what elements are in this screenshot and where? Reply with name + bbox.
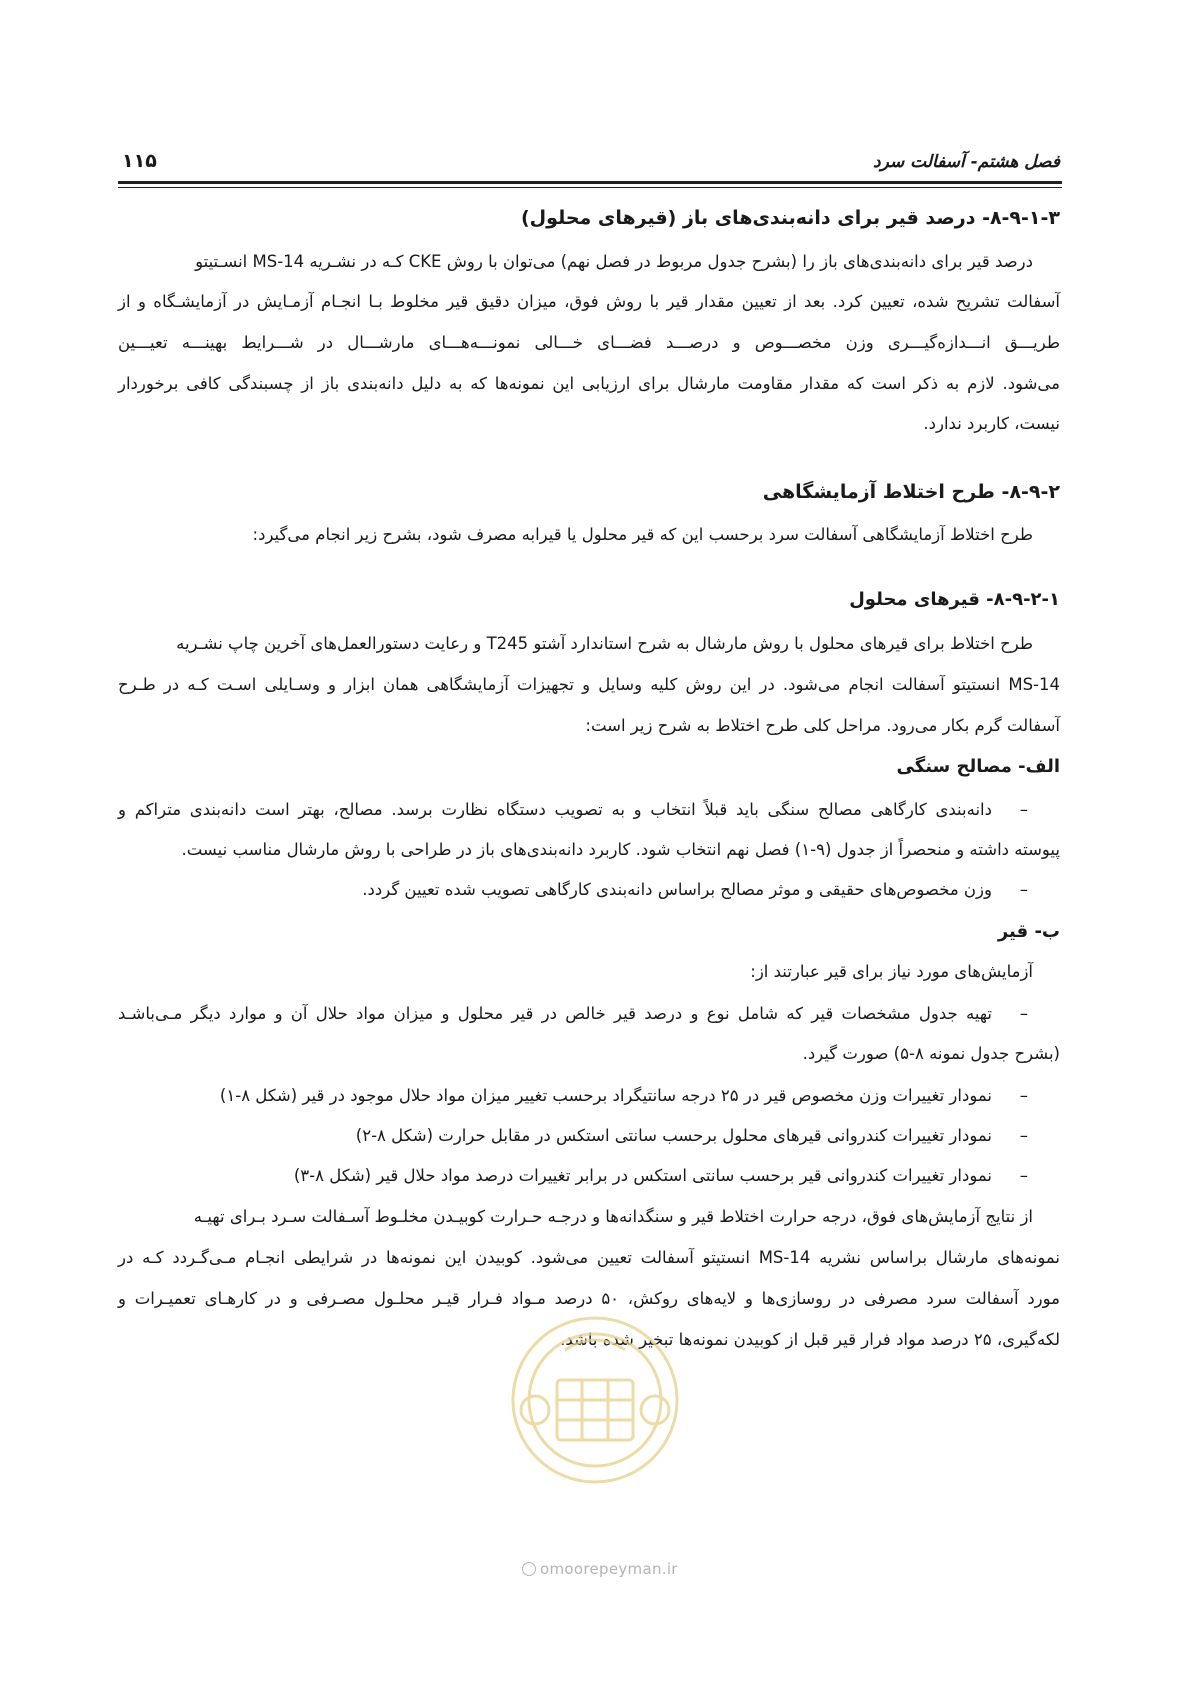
page-number: ۱۱۵	[122, 150, 157, 172]
list-item: –نمودار تغییرات کندروانی قیرهای محلول برحسب سانتی استکس در مقابل حرارت (شکل ۸-۲)	[355, 1126, 1028, 1145]
watermark-seal-icon	[495, 1310, 695, 1490]
list-item: –دانه‌بندی کارگاهی مصالح سنگی باید قبلاً انتخاب و به تصویب دستگاه نظارت برسد. مصالح، بهتر است دانه‌بندی متراکم و	[118, 800, 1028, 819]
paragraph-line: (بشرح جدول نمونه ۸-۵) صورت گیرد.	[802, 1044, 1060, 1063]
chapter-header: فصل هشتم- آسفالت سرد	[873, 152, 1060, 172]
paragraph-line: طرح اختلاط آزمایشگاهی آسفالت سرد برحسب این که قیر محلول یا قیرابه مصرف شود، بشرح زیر انجام می‌گیرد:	[252, 525, 1033, 544]
paragraph-line: آسفالت گرم بکار می‌رود. مراحل کلی طرح اختلاط به شرح زیر است:	[585, 716, 1060, 735]
section-title-lab-mix: ۸-۹-۲- طرح اختلاط آزمایشگاهی	[762, 481, 1060, 503]
paragraph-line: لکه‌گیری، ۲۵ درصد مواد فرار قیر قبل از کوبیدن نمونه‌ها تبخیر شده باشد.	[560, 1330, 1060, 1349]
list-item: –وزن مخصوص‌های حقیقی و موثر مصالح براساس دانه‌بندی کارگاهی تصویب شده تعیین گردد.	[362, 880, 1028, 899]
section-title-cutback: ۸-۹-۲-۱- قیرهای محلول	[849, 589, 1060, 610]
paragraph-line: نیست، کاربرد ندارد.	[923, 414, 1060, 433]
subsection-title-aggregates: الف- مصالح سنگی	[896, 756, 1060, 777]
paragraph-line: آزمایش‌های مورد نیاز برای قیر عبارتند از:	[750, 962, 1033, 981]
paragraph-line: مورد آسفالت سرد مصرفی در روسازی‌ها و لایه‌های روکش، ۵۰ درصد مـواد فـرار قیـر محلـول مصـرفی و در کارهـای تعمیـرات و	[118, 1289, 1061, 1308]
watermark-url: omoorepeyman.ir	[522, 1560, 678, 1578]
paragraph-line: پیوسته داشته و منحصراً از جدول (۹-۱) فصل نهم انتخاب شود. کاربرد دانه‌بندی‌های باز در طراحی با روش مارشال مناسب نیست.	[181, 840, 1060, 859]
paragraph-line: طریـــق انـــدازه‌گیـــری وزن مخصـــوص و درصـــد فضـــای خـــالی نمونـــه‌هـــای مارشـــال در شـــرایط بهینـــه تعیـــین	[118, 333, 1060, 352]
paragraph-line: آسفالت تشریح شده، تعیین کرد. بعد از تعیین مقدار قیر با روش فوق، میزان دقیق قیر مخلوط بـا انجـام آزمـایش در آزمایشـگاه و از	[118, 292, 1060, 311]
paragraph-line: می‌شود. لازم به ذکر است که مقدار مقاومت مارشال برای ارزیابی این نمونه‌ها که به دلیل دانه‌بندی باز از چسبندگی کافی برخوردار	[118, 374, 1060, 393]
subsection-title-bitumen: ب- قیر	[997, 921, 1060, 942]
header-rule-thick	[118, 181, 1062, 184]
at-icon	[522, 1562, 536, 1576]
paragraph-line: طرح اختلاط برای قیرهای محلول با روش مارشال به شرح استاندارد آشتو T245 و رعایت دستورالعمل‌های آخرین چاپ نشـریه	[176, 634, 1033, 653]
list-item: –نمودار تغییرات کندروانی قیر برحسب سانتی استکس در برابر تغییرات درصد مواد حلال قیر (شکل ۸-۳)	[293, 1166, 1028, 1185]
paragraph-line: درصد قیر برای دانه‌بندی‌های باز را (بشرح جدول مربوط در فصل نهم) می‌توان با روش CKE کـه در نشـریه MS-14 انسـتیتو	[195, 252, 1033, 271]
paragraph-line: از نتایج آزمایش‌های فوق، درجه حرارت اختلاط قیر و سنگدانه‌ها و درجـه حـرارت کوبیـدن مخلـوط آسـفالت سـرد بـرای تهیـه	[193, 1207, 1033, 1226]
list-item: –تهیه جدول مشخصات قیر که شامل نوع و درصد قیر خالص در قیر محلول و میزان مواد حلال آن و موارد دیگر مـی‌باشـد	[118, 1004, 1028, 1023]
paragraph-line: MS-14 انستیتو آسفالت انجام می‌شود. در این روش کلیه وسایل و تجهیزات آزمایشگاهی همان ابزار و وسـایلی اسـت کـه در طـرح	[118, 675, 1060, 694]
header-rule-thin	[118, 187, 1062, 188]
section-title-open-grading: ۸-۹-۱-۳- درصد قیر برای دانه‌بندی‌های باز (قیرهای محلول)	[521, 207, 1060, 229]
paragraph-line: نمونه‌های مارشال براساس نشریه MS-14 انستیتو آسفالت تعیین می‌شود. کوبیدن این نمونه‌ها در شرایطی انجـام مـی‌گـردد کـه در	[118, 1248, 1060, 1267]
list-item: –نمودار تغییرات وزن مخصوص قیر در ۲۵ درجه سانتیگراد برحسب تغییر میزان مواد حلال موجود در قیر (شکل ۸-۱)	[219, 1086, 1028, 1105]
